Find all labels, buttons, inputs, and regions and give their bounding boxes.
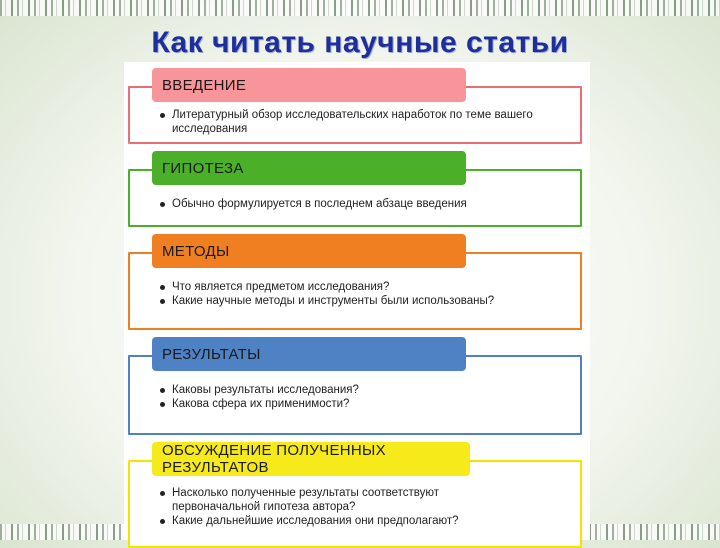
bullet-dot [160,113,165,118]
bullet-item: Что является предметом исследования? [160,280,552,294]
bullet-item: Насколько полученные результаты соответствуют первоначальной гипотеза автора? [160,486,472,514]
bullet-item: Какова сфера их применимости? [160,397,552,411]
diagram-panel [124,62,590,540]
bullet-dot [160,285,165,290]
decorative-top-stripes [0,0,720,16]
bullet-dot [160,388,165,393]
section-header [152,151,466,185]
section-header [152,68,466,102]
section-header-label: МЕТОДЫ [162,242,230,260]
page-title: Как читать научные статьи [151,26,569,59]
section-header [152,442,470,476]
bullet-dot [160,202,165,207]
section-header [152,234,466,268]
bullet-item: Обычно формулируется в последнем абзаце введения [160,197,552,211]
section-header-label: ОБСУЖДЕНИЕ ПОЛУЧЕННЫХ РЕЗУЛЬТАТОВ [162,442,386,476]
section-header-label: ГИПОТЕЗА [162,159,244,177]
section-header-label: ВВЕДЕНИЕ [162,76,247,94]
bullet-list [160,108,552,136]
bullet-list [160,280,552,308]
bullet-item: Какие дальнейшие исследования они предполагают? [160,514,552,528]
bullet-dot [160,519,165,524]
bullet-item: Каковы результаты исследования? [160,383,552,397]
bullet-list [160,383,552,411]
bullet-list [160,486,552,528]
bullet-item: Какие научные методы и инструменты были использованы? [160,294,552,308]
bullet-list [160,197,552,211]
bullet-dot [160,491,165,496]
section-header [152,337,466,371]
bullet-dot [160,299,165,304]
bullet-item: Литературный обзор исследовательских наработок по теме вашего исследования [160,108,552,136]
bullet-dot [160,402,165,407]
section-header-label: РЕЗУЛЬТАТЫ [162,345,261,363]
